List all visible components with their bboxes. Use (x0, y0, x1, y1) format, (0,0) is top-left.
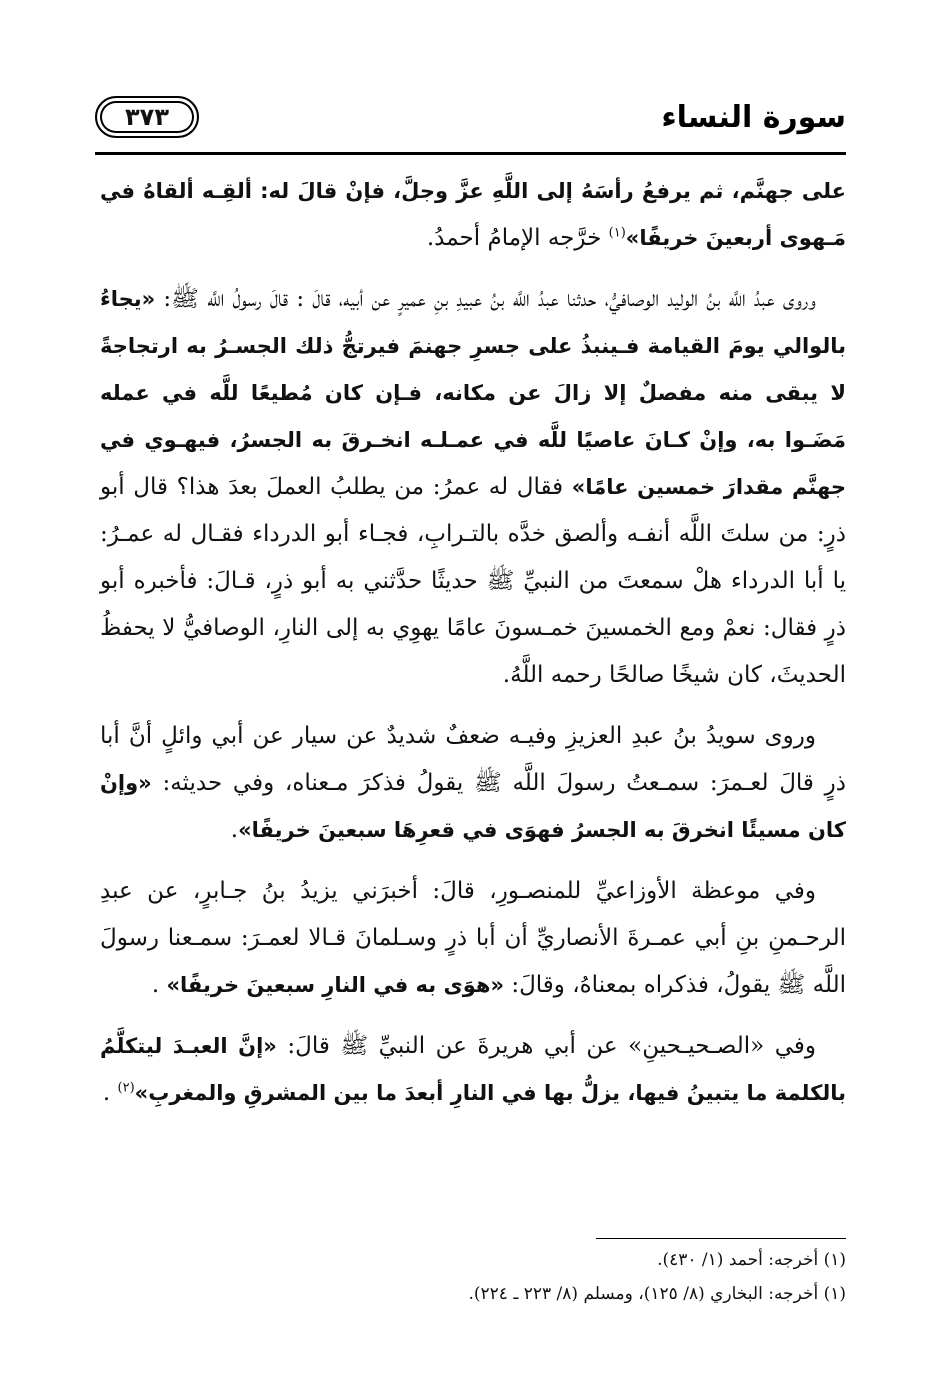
page-header (95, 86, 846, 146)
paragraph-text: وروى عبدُ اللَّه بنُ الوليد الوصافيُّ، حدثنا عبدُ اللَّه بنُ عبيدِ بنِ عميرٍ عن أبيه، قالَ : قالَ رسولُ اللَّه ﷺ: (155, 286, 816, 312)
footnotes (100, 1243, 846, 1311)
paragraph-text: . (151, 972, 167, 998)
hadith-text: على جهنَّم، ثم يرفعُ رأسَهُ إلى اللَّهِ عزَّ وجلَّ، فإنْ قالَ له: ألقِـه ألقاهُ في مَـهوى أربعينَ خريفًا» (100, 179, 846, 250)
page-number: ٣٧٣ (117, 103, 177, 131)
hadith-text: «هوَى به في النارِ سبعينَ خريفًا» (166, 973, 505, 997)
footnote-rule (596, 1238, 846, 1239)
paragraph-4 (100, 868, 846, 1009)
paragraph-text: وروى سويدُ بنُ عبدِ العزيزِ وفيـه ضعفٌ شديدٌ عن سيار عن أبي وائلٍ أنَّ أبا ذرٍ قالَ لعـمرَ: سمـعتُ رسولَ اللَّه ﷺ يقولُ فذكرَ مـعناه، وفي حديثه: (100, 723, 846, 796)
footnote-ref: (١) (608, 225, 626, 241)
hadith-text: «وإنْ كان مسيئًا انخرقَ به الجسرُ فهوَى في قعرِهَا سبعينَ خريفًا» (100, 771, 846, 842)
paragraph-text: وفي موعظة الأوزاعيِّ للمنصـورِ، قالَ: أخبرَني يزيدُ بنُ جـابرٍ، عن عبدِ الرحـمنِ بنِ أبي عمـرةَ الأنصاريِّ أن أبا ذرٍ وسـلمانَ قـالا لعمـرَ: سمـعنا رسولَ اللَّه ﷺ يقولُ، فذكراه بمعناهُ، وقالَ: (100, 878, 846, 998)
paragraph-2 (100, 276, 846, 699)
page-number-frame (95, 96, 199, 138)
paragraph-text: وفي «الصـحيـحينِ» عن أبي هريرةَ عن النبيِّ ﷺ قالَ: (276, 1033, 816, 1059)
paragraph-text: . (230, 817, 239, 843)
paragraph-text: . (102, 1080, 118, 1106)
paragraph-text: فقال له عمرُ: من يطلبُ العملَ بعدَ هذا؟ قال أبو ذرٍ: من سلتَ اللَّه أنفـه وألصق خدَّه بالتـرابِ، فجـاء أبو الدرداء فقـال له عمـرُ: يا أبا الدرداء هلْ سمعتَ من النبيِّ ﷺ حديثًا حدَّثني به أبو ذرٍ، قـالَ: فأخبره أبو ذرٍ فقال: نعمْ ومع الخمسينَ خمـسونَ عامًا يهوِي به إلى النارِ، الوصافيُّ لا يحفظُ الحديثَ، كان شيخًا صالحًا رحمه اللَّهُ. (100, 474, 846, 688)
paragraph-5 (100, 1023, 846, 1117)
footnote-2: (١) أخرجه: البخاري (٨/ ١٢٥)، ومسلم (٨/ ٢٢٣ ـ ٢٢٤). (468, 1284, 846, 1304)
paragraph-3 (100, 713, 846, 854)
main-text (100, 168, 846, 1131)
paragraph-1 (100, 168, 846, 262)
header-rule (95, 152, 846, 155)
hadith-text: «يجاءُ بالوالي يومَ القيامة فـينبذُ على جسرِ جهنمَ فيرتجُّ ذلك الجسـرُ به ارتجاجةً لا يبقى منه مفصلٌ إلا زالَ عن مكانه، فـإن كان مُطيعًا للَّه في عمله مَضَـوا به، وإنْ كـانَ عاصيًا للَّه في عمـلـه انخـرقَ به الجسرُ، فيهـوي في جهنَّم مقدارَ خمسين عامًا» (100, 287, 846, 499)
footnote-1: (١) أخرجه: أحمد (١/ ٤٣٠). (657, 1250, 846, 1270)
paragraph-text: خرَّجه الإمامُ أحمدُ. (426, 225, 609, 251)
hadith-text: «إنَّ العبـدَ ليتكلَّمُ بالكلمة ما يتبينُ فيها، يزلُّ بها في النارِ أبعدَ ما بين المشرقِ والمغربِ» (100, 1034, 846, 1105)
footnote-ref: (٢) (117, 1080, 135, 1096)
surah-title: سورة النساء (661, 100, 846, 135)
